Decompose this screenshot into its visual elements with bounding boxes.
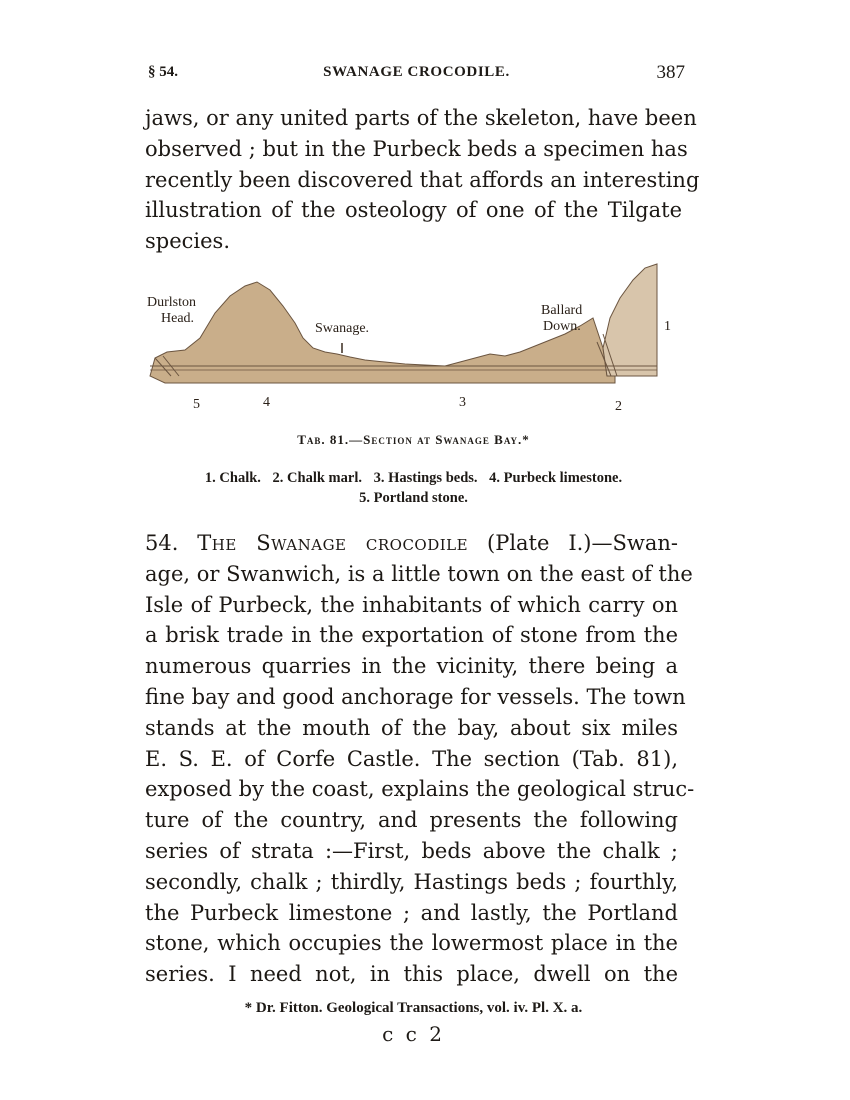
text-line: a brisk trade in the exportation of stone from the [145, 623, 678, 648]
legend-item: 1. Chalk. [204, 470, 261, 486]
text-line: E. S. E. of Corfe Castle. The section (Tab. 81), [145, 746, 678, 771]
main-paragraph [145, 528, 695, 990]
page-number: 387 [656, 62, 685, 83]
text-line: illustration of the osteology of one of the Tilgate [145, 198, 682, 223]
text-line: series of strata :—First, beds above the chalk ; [145, 838, 678, 863]
text-line: jaws, or any united parts of the skeleton, have been [145, 106, 697, 130]
text-line: numerous quarries in the vicinity, there being a [145, 654, 678, 679]
footnote: * Dr. Fitton. Geological Transactions, vol. iv. Pl. X. a. [244, 1000, 583, 1016]
text-line: the Purbeck limestone ; and lastly, the Portland [145, 900, 678, 925]
legend-item: 2. Chalk marl. [272, 470, 362, 486]
figure-caption: Tab. 81.—Section at Swanage Bay.* [297, 432, 530, 447]
label-number-4: 4 [263, 395, 270, 410]
label-number-3: 3 [459, 395, 466, 410]
paragraph-number: 54. [145, 531, 179, 555]
text-line: series. I need not, in this place, dwell on the [145, 962, 678, 987]
text-line: age, or Swanwich, is a little town on the east of the [145, 561, 693, 586]
text-line: secondly, chalk ; thirdly, Hastings beds ; fourthly, [145, 869, 678, 894]
label-ballard: Ballard [541, 303, 583, 318]
paragraph-heading: The Swanage crocodile [197, 531, 469, 555]
label-number-1: 1 [664, 319, 671, 334]
label-swanage: Swanage. [315, 321, 370, 336]
label-durlston: Durlston [147, 295, 196, 310]
text-line: species. [145, 229, 231, 254]
intro-paragraph [145, 103, 700, 257]
label-number-2: 2 [615, 399, 622, 414]
signature-mark: c c 2 [382, 1022, 445, 1046]
running-title: SWANAGE CROCODILE. [323, 64, 510, 80]
paragraph-first-line-rest: (Plate I.)—Swan- [487, 531, 678, 555]
text-line: exposed by the coast, explains the geological struc- [145, 777, 695, 802]
text-line: Isle of Purbeck, the inhabitants of which carry on [145, 592, 678, 617]
legend-item: 5. Portland stone. [359, 490, 468, 506]
label-head: Head. [161, 311, 195, 326]
legend-row [145, 468, 682, 488]
geological-section-drawing [145, 258, 685, 418]
legend-item: 4. Purbeck limestone. [489, 470, 623, 486]
section-number: § 54. [148, 64, 178, 80]
text-line: stone, which occupies the lowermost place in the [145, 931, 678, 956]
label-down: Down. [543, 319, 581, 334]
running-head [148, 62, 685, 84]
text-line: fine bay and good anchorage for vessels. The town [145, 684, 686, 709]
paragraph-first-line [145, 528, 678, 559]
text-line: recently been discovered that affords an interesting [145, 167, 700, 192]
text-line: observed ; but in the Purbeck beds a specimen has [145, 136, 688, 161]
section-figure [145, 258, 685, 418]
text-line: ture of the country, and presents the following [145, 808, 678, 833]
legend-row [145, 488, 682, 508]
label-number-5: 5 [193, 397, 200, 412]
figure-legend [145, 468, 682, 508]
text-line: stands at the mouth of the bay, about six miles [145, 715, 678, 740]
legend-item: 3. Hastings beds. [373, 470, 478, 486]
